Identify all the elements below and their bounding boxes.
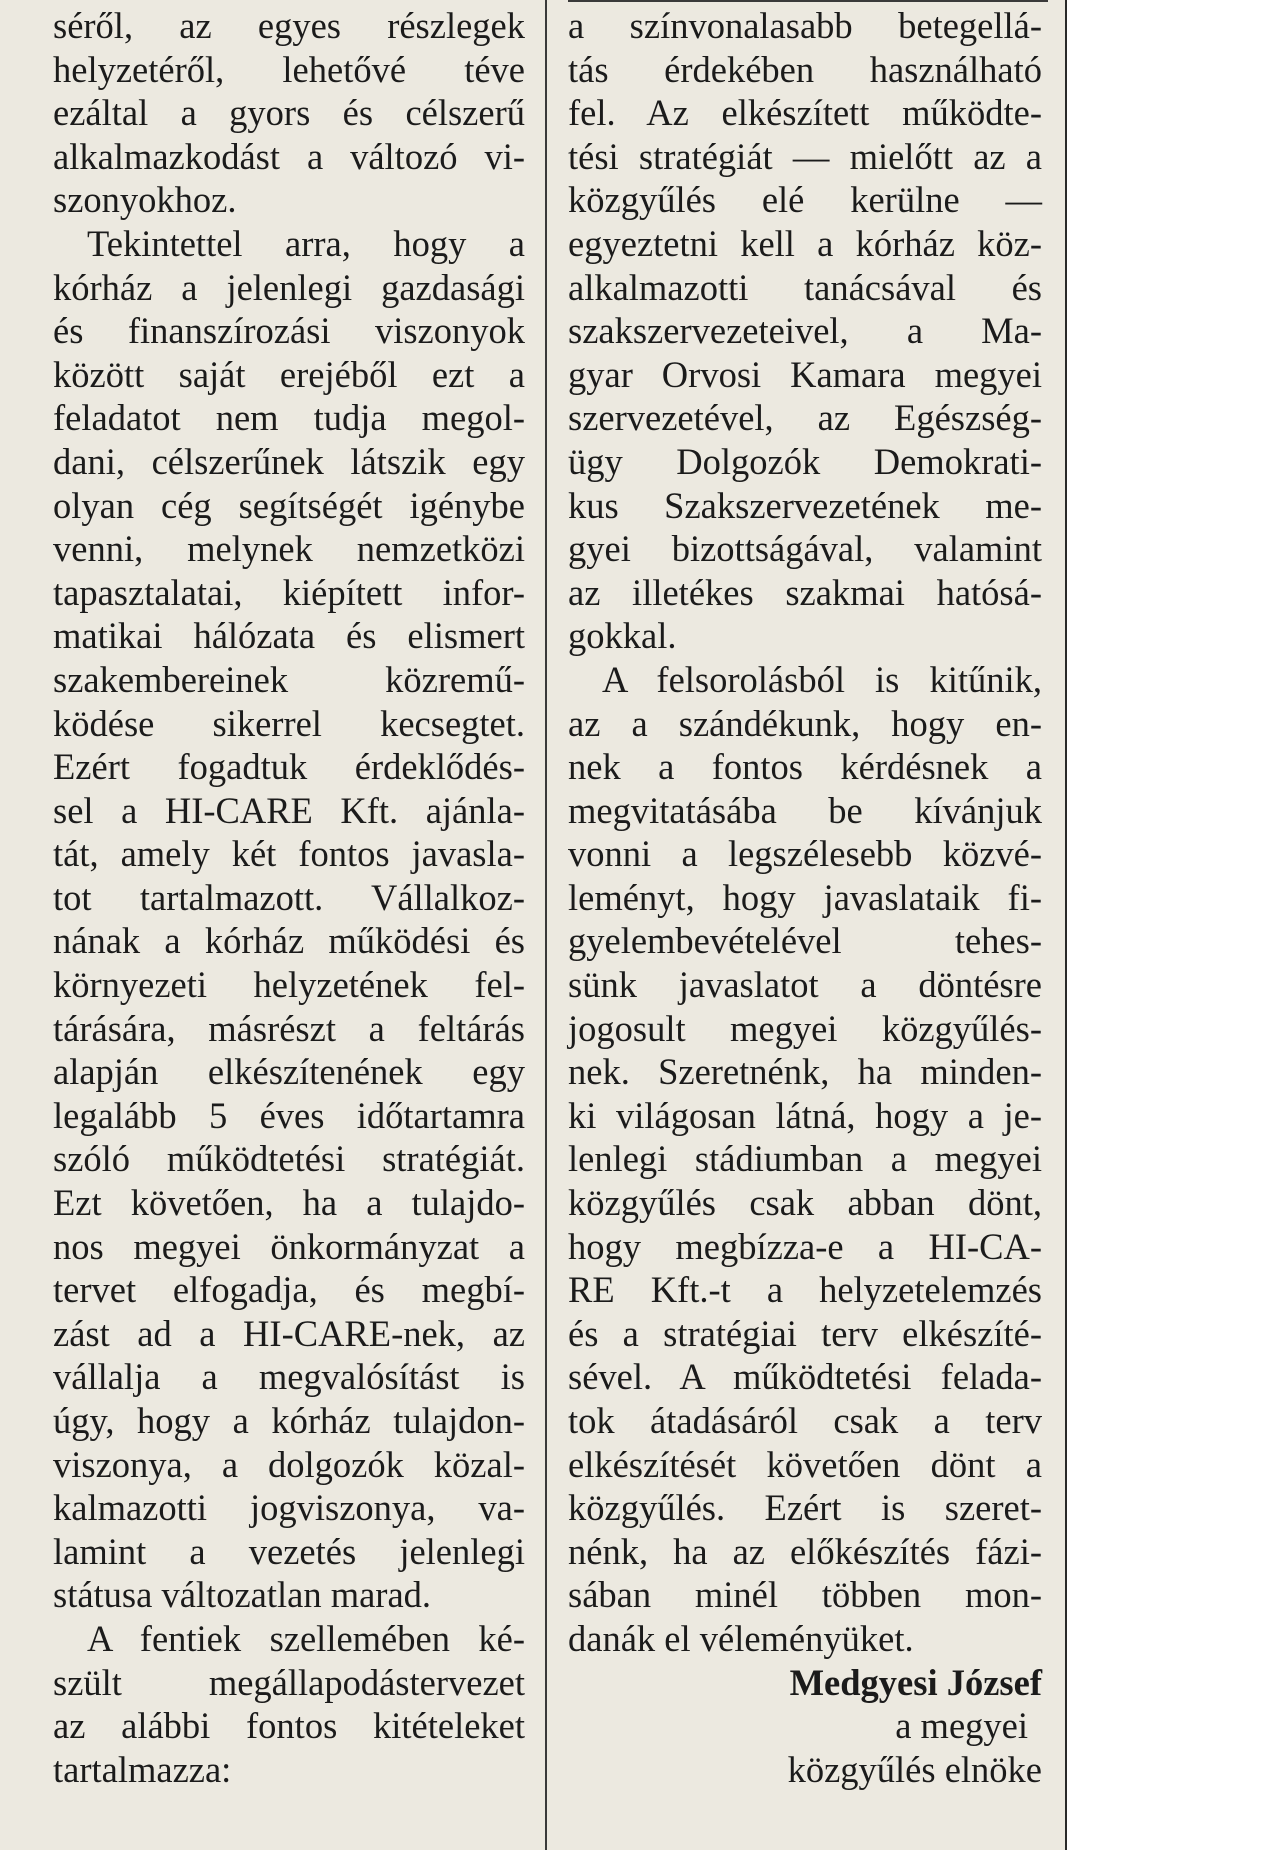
text-line: zást ad a HI-CARE-nek, az: [53, 1312, 525, 1354]
text-line: között saját erejéből ezt a: [53, 353, 525, 395]
text-line: A felsorolásból is kitűnik,: [602, 658, 1042, 700]
text-line: az a szándékunk, hogy en-: [568, 702, 1042, 744]
text-line: megvitatásába be kívánjuk: [568, 789, 1042, 831]
text-line: szervezetével, az Egészség-: [568, 397, 1042, 439]
text-line: sével. A működtetési felada-: [568, 1356, 1042, 1398]
text-line: kórház a jelenlegi gazdasági: [53, 266, 525, 308]
text-line: ügy Dolgozók Demokrati-: [568, 440, 1042, 482]
signature-name: Medgyesi József: [789, 1661, 1042, 1703]
text-line: vonni a legszélesebb közvé-: [568, 833, 1042, 875]
text-line: környezeti helyzetének fel-: [53, 964, 525, 1006]
text-line: úgy, hogy a kórház tulajdon-: [53, 1400, 525, 1441]
text-line: szonyokhoz.: [53, 179, 237, 221]
article-column-2: [568, 4, 1042, 1791]
text-line: sában minél többen mon-: [568, 1574, 1042, 1616]
text-line: az illetékes szakmai hatósá-: [568, 571, 1042, 613]
text-line: kalmazotti jogviszonya, va-: [53, 1487, 525, 1529]
text-line: feladatot nem tudja megol-: [53, 397, 525, 439]
text-line: séről, az egyes részlegek: [53, 5, 525, 46]
text-line: dani, célszerűnek látszik egy: [53, 440, 525, 482]
clipping-edge-rule: [1065, 0, 1067, 1850]
text-line: közgyűlés. Ezért is szeret-: [568, 1487, 1042, 1529]
text-line: ködése sikerrel kecsegtet.: [53, 702, 525, 744]
text-line: szakszervezeteivel, a Ma-: [568, 310, 1042, 352]
text-line: helyzetéről, lehetővé téve: [53, 48, 525, 90]
text-line: Tekintettel arra, hogy a: [87, 222, 525, 264]
text-line: RE Kft.-t a helyzetelemzés: [568, 1269, 1042, 1311]
text-line: legalább 5 éves időtartamra: [53, 1094, 525, 1136]
text-line: közgyűlés csak abban dönt,: [568, 1182, 1042, 1224]
text-line: szóló működtetési stratégiát.: [53, 1138, 525, 1180]
text-line: nos megyei önkormányzat a: [53, 1225, 525, 1267]
text-line: viszonya, a dolgozók közal-: [53, 1443, 525, 1485]
text-line: alkalmazkodást a változó vi-: [53, 135, 525, 177]
signature-role-line-1: a megyei: [895, 1705, 1028, 1747]
text-line: nek. Szeretnénk, ha minden-: [568, 1051, 1042, 1093]
text-line: gokkal.: [568, 615, 677, 657]
text-line: tárására, másrészt a feltárás: [53, 1007, 525, 1049]
text-line: nénk, ha az előkészítés fázi-: [568, 1530, 1042, 1572]
column-divider: [545, 0, 547, 1850]
text-line: és finanszírozási viszonyok: [53, 310, 525, 352]
text-line: szült megállapodástervezet: [53, 1661, 525, 1703]
text-line: ezáltal a gyors és célszerű: [53, 92, 525, 134]
signature-role-line-2: közgyűlés elnöke: [787, 1748, 1042, 1790]
text-line: vállalja a megvalósítást is: [53, 1356, 525, 1398]
text-line: A fentiek szellemében ké-: [87, 1617, 525, 1659]
text-line: lenlegi stádiumban a megyei: [568, 1138, 1042, 1180]
text-line: Ezért fogadtuk érdeklődés-: [53, 746, 525, 788]
text-line: fel. Az elkészített működte-: [568, 92, 1042, 134]
text-line: sel a HI-CARE Kft. ajánla-: [53, 789, 525, 831]
text-line: alapján elkészítenének egy: [53, 1051, 525, 1093]
text-line: tési stratégiát — mielőtt az a: [568, 135, 1042, 177]
text-line: közgyűlés elé kerülne —: [568, 179, 1042, 221]
text-line: gyei bizottságával, valamint: [568, 528, 1042, 570]
text-line: elkészítését követően dönt a: [568, 1443, 1042, 1485]
article-column-1: [53, 4, 525, 1791]
text-line: jogosult megyei közgyűlés-: [568, 1007, 1042, 1049]
text-line: sünk javaslatot a döntésre: [568, 964, 1042, 1006]
text-line: kus Szakszervezetének me-: [568, 484, 1042, 526]
text-line: tás érdekében használható: [568, 48, 1042, 90]
text-line: ki világosan látná, hogy a je-: [568, 1094, 1042, 1136]
text-line: a színvonalasabb betegellá-: [568, 5, 1042, 46]
text-line: danák el véleményüket.: [568, 1617, 914, 1659]
text-line: státusa változatlan marad.: [53, 1574, 432, 1616]
text-line: nek a fontos kérdésnek a: [568, 746, 1042, 788]
text-line: tartalmazza:: [53, 1748, 232, 1790]
text-line: tervet elfogadja, és megbí-: [53, 1269, 525, 1311]
text-line: tot tartalmazott. Vállalkoz-: [53, 876, 525, 918]
text-line: olyan cég segítségét igénybe: [53, 484, 525, 526]
text-line: alkalmazotti tanácsával és: [568, 266, 1042, 308]
text-line: Ezt követően, ha a tulajdo-: [53, 1182, 525, 1224]
text-line: az alábbi fontos kitételeket: [53, 1705, 525, 1747]
text-line: gyar Orvosi Kamara megyei: [568, 353, 1042, 395]
text-line: tok átadásáról csak a terv: [568, 1400, 1042, 1441]
text-line: szakembereinek közremű-: [53, 658, 525, 700]
column-top-rule: [568, 0, 1048, 2]
text-line: hogy megbízza-e a HI-CA-: [568, 1225, 1042, 1267]
text-line: és a stratégiai terv elkészíté-: [568, 1312, 1042, 1354]
text-line: leményt, hogy javaslataik fi-: [568, 876, 1042, 918]
text-line: lamint a vezetés jelenlegi: [53, 1530, 525, 1572]
text-line: venni, melynek nemzetközi: [53, 528, 525, 570]
text-line: gyelembevételével tehes-: [568, 920, 1042, 962]
text-line: tapasztalatai, kiépített infor-: [53, 571, 525, 613]
text-line: egyeztetni kell a kórház köz-: [568, 222, 1042, 264]
text-line: nának a kórház működési és: [53, 920, 525, 962]
text-line: matikai hálózata és elismert: [53, 615, 525, 657]
text-line: tát, amely két fontos javasla-: [53, 833, 525, 875]
